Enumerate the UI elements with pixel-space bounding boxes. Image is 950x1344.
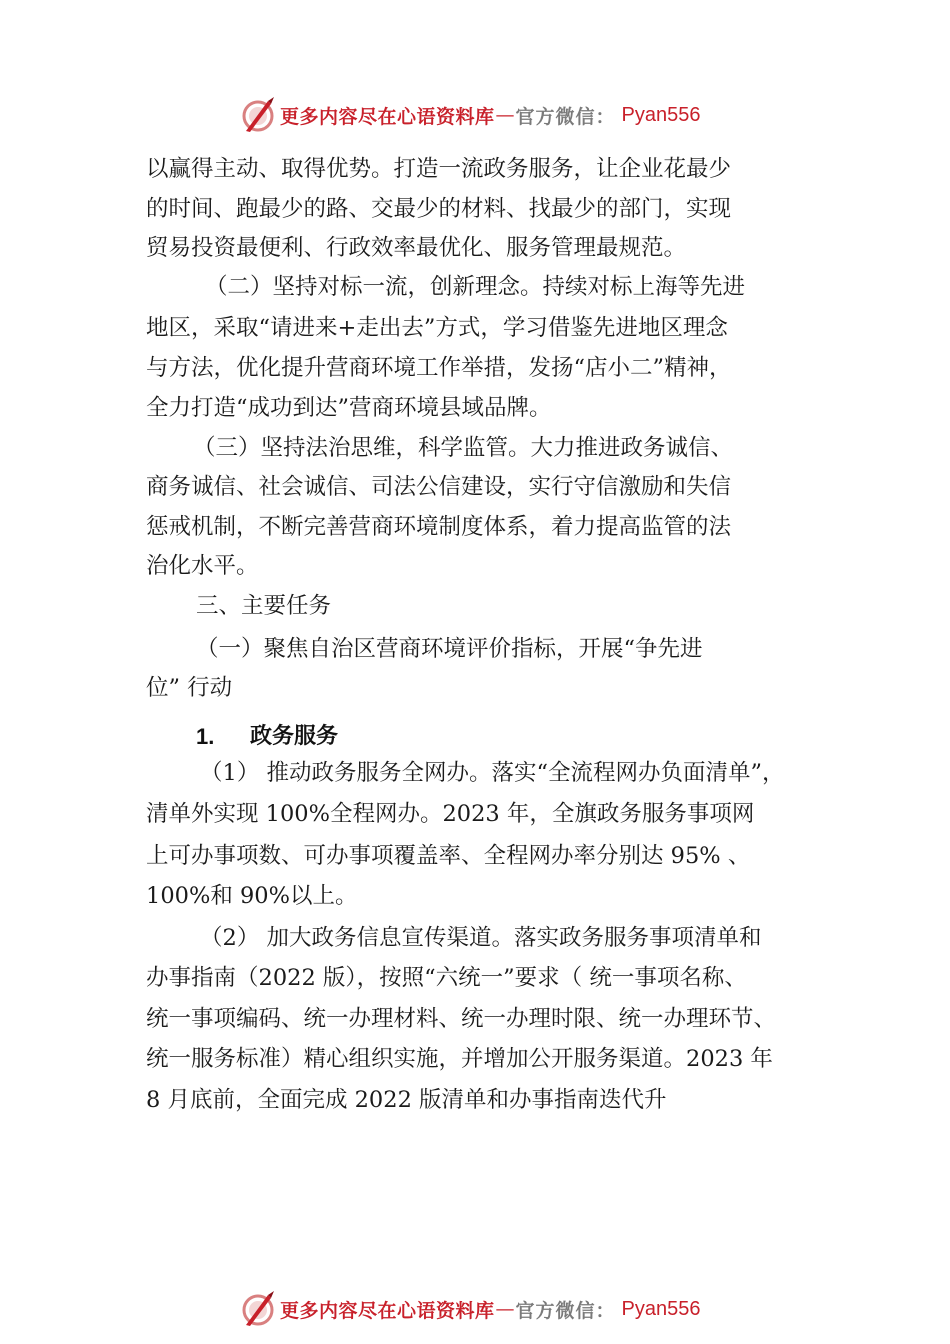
subheading-title: 政务服务 [250,724,339,749]
watermark-dash: — [495,1298,515,1320]
watermark-site-text: 更多内容尽在心语资料库 [280,105,495,128]
watermark-wechat-label: 官方微信： [515,105,616,128]
watermark-wechat-label: 官方微信： [515,1299,616,1322]
watermark-header [238,95,701,135]
subheading-number: 1. [196,724,215,749]
body-line: 8 月底前，全面完成 2022 版清单和办事指南迭代升 [146,1087,667,1113]
body-line: 商务诚信、社会诚信、司法公信建设，实行守信激励和失信 [146,474,732,500]
watermark-wechat-id: Pyan556 [621,103,701,126]
body-line: 办事指南（2022 版），按照“六统一”要求（ 统一事项名称、 [146,965,747,991]
watermark-site-text: 更多内容尽在心语资料库 [280,1299,495,1322]
body-line: （一）聚焦自治区营商环境评价指标，开展“争先进 [196,636,703,662]
quill-logo-icon [238,1289,278,1329]
body-line: 的时间、跑最少的路、交最少的材料、找最少的部门，实现 [146,196,732,222]
body-line: （2） 加大政务信息宣传渠道。落实政务服务事项清单和 [200,925,762,951]
body-line: 上可办事项数、可办事项覆盖率、全程网办率分别达 95% 、 [146,843,751,869]
body-line: 与方法，优化提升营商环境工作举措，发扬“店小二”精神， [146,355,732,381]
body-line: 贸易投资最便利、行政效率最优化、服务管理最规范。 [146,235,687,261]
body-line: 100%和 90%以上。 [146,883,358,909]
body-line: 惩戒机制，不断完善营商环境制度体系，着力提高监管的法 [146,514,732,540]
body-line: 治化水平。 [146,553,259,579]
body-line: （1） 推动政务服务全网办。落实“全流程网办负面清单”， [200,760,785,786]
section-heading: 三、主要任务 [196,593,332,619]
body-line: 全力打造“成功到达”营商环境县域品牌。 [146,395,552,421]
body-line: 地区，采取“请进来+走出去”方式，学习借鉴先进地区理念 [146,315,728,341]
body-line: （三）坚持法治思维，科学监管。大力推进政务诚信、 [193,435,734,461]
body-line: （二）坚持对标一流，创新理念。持续对标上海等先进 [205,274,746,300]
watermark-dash: — [495,104,515,126]
body-line: 清单外实现 100%全程网办。2023 年，全旗政务服务事项网 [146,801,755,827]
watermark-wechat-id: Pyan556 [621,1297,701,1320]
body-line: 统一事项编码、统一办理材料、统一办理时限、统一办理环节、 [146,1006,777,1032]
watermark-footer [238,1289,701,1329]
body-line: 以赢得主动、取得优势。打造一流政务服务，让企业花最少 [146,156,732,182]
body-line: 统一服务标准）精心组织实施，并增加公开服务渠道。2023 年 [146,1046,773,1072]
quill-logo-icon [238,95,278,135]
body-line: 位” 行动 [146,675,233,701]
